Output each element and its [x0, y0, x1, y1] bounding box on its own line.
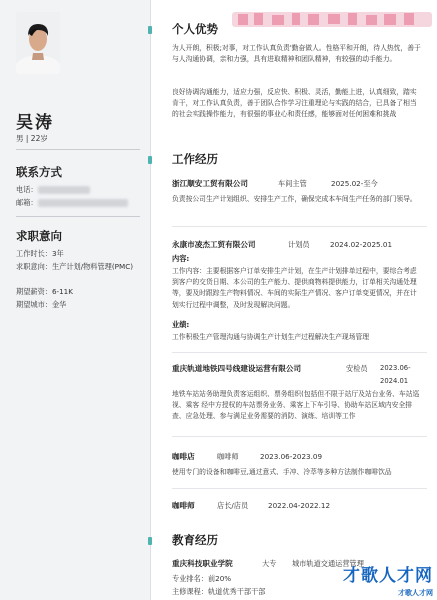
job-header — [172, 500, 195, 511]
phone-label: 电话： — [16, 185, 38, 194]
job-company: 咖啡店 — [172, 452, 195, 461]
job-separator — [172, 488, 427, 489]
job-header — [172, 239, 256, 250]
education-title: 教育经历 — [172, 533, 218, 547]
job-company: 浙江顺安工贸有限公司 — [172, 179, 248, 188]
job-header — [172, 363, 301, 374]
job-separator — [172, 226, 427, 227]
job-period: 2025.02-至今 — [331, 179, 378, 188]
intent-salary: 期望薪资：6-11K — [16, 287, 73, 296]
job-period: 2024.02-2025.01 — [330, 240, 393, 249]
job-header — [172, 451, 195, 462]
candidate-name: 吴涛 — [16, 113, 54, 133]
main-content — [150, 0, 437, 600]
job-content-label: 内容: — [172, 254, 190, 263]
job-company: 重庆轨道地铁四号线建设运营有限公司 — [172, 364, 302, 373]
job-header — [172, 178, 248, 189]
job-role: 计划员 — [288, 240, 310, 249]
job-role: 咖啡师 — [217, 452, 239, 461]
email-redacted — [38, 199, 128, 207]
avatar — [16, 12, 60, 74]
job-role: 安检员 — [346, 364, 368, 373]
job-separator — [172, 436, 427, 437]
sidebar-divider — [16, 149, 140, 150]
intent-city: 期望城市：金华 — [16, 300, 67, 309]
job-description: 工作内容：主要根据客户订单安排生产计划，在生产计划排单过程中，要综合考虑到客户的交货日期、本公司的生产能力、提供商物料提供能力，订单相关沟通处理等，要及时跟踪生产物料情况、车间的实际生产情况、客户订单变更情况，并在计划实行过程中调整，及时发现解决问题。 — [172, 267, 417, 309]
edu-header — [172, 558, 233, 569]
advantage-paragraph-1: 为人开朗，积极;对事，对工作认真负责'勤奋做人。性格平和开朗，待人热忱，善于与人沟通协调，亲和力强，具有进取精神和团队精神，有较强的动手能力。 — [172, 44, 421, 64]
phone-redacted — [38, 186, 90, 194]
job-result-label: 业绩: — [172, 320, 190, 329]
job-separator — [172, 352, 427, 353]
job-company: 咖啡师 — [172, 501, 195, 510]
edu-courses: 主修课程：轨道优秀干部干部 — [172, 587, 266, 596]
email-row — [16, 197, 144, 208]
redacted-header-icon — [232, 8, 432, 30]
intent-duration: 工作时长：3年 — [16, 249, 64, 258]
experience-title: 工作经历 — [172, 152, 218, 166]
sidebar-divider — [16, 216, 140, 217]
intent-position: 求职意向：生产计划/物料管理(PMC) — [16, 262, 134, 271]
job-period: 2023.06-2024.01 — [380, 364, 411, 385]
advantage-title: 个人优势 — [172, 22, 218, 36]
job-description: 使用专门的设备和咖啡豆,通过意式、手冲、冷萃等多种方法制作咖啡饮品 — [172, 468, 392, 476]
job-company: 永康市凌杰工贸有限公司 — [172, 240, 256, 249]
job-role: 店长/店员 — [217, 501, 249, 510]
timeline-line — [150, 0, 151, 600]
section-marker — [148, 156, 152, 164]
job-period: 2023.06-2023.09 — [260, 452, 323, 461]
edu-major: 城市轨道交通运营管理 — [292, 559, 364, 568]
sidebar — [0, 0, 150, 600]
phone-row — [16, 184, 144, 195]
job-description: 地铁车站站务助理负责客运组织、票务组织(包括但不限于站厅及站台业务、车站巡视、乘客 经中方授权的车站票务业务、乘客上下车引导、协助车站区域内安全排查、应急处理、参与满足业务需要的消防、演练、培训等工作 — [172, 390, 420, 421]
intent-title: 求职意向 — [16, 229, 62, 243]
email-label: 邮箱： — [16, 198, 38, 207]
gender-age: 男 | 22岁 — [16, 134, 48, 143]
edu-rank: 专业排名：前20% — [172, 574, 232, 583]
edu-degree: 大专 — [262, 559, 277, 568]
job-role: 车间主管 — [278, 179, 307, 188]
edu-school: 重庆科技职业学院 — [172, 559, 233, 568]
job-description: 负责按公司生产计划组织、安排生产工作，确保完成本车间生产任务的部门领导。 — [172, 195, 417, 203]
profile-photo-icon — [16, 12, 60, 74]
advantage-paragraph-2: 良好协调沟通能力，适应力强，反应快、积极、灵活，勤能上进，认真细致，踏实肯干，对工作认真负责，善于团队合作学习注重理论与实践的结合，已具备了相当的社会实践操作能力，有很强的事业心和责任感，能够面对任何困难和挑战 — [172, 88, 417, 119]
job-result: 工作积极生产管理沟通与协调生产计划生产过程解决生产现场管理 — [172, 333, 370, 341]
contact-title: 联系方式 — [16, 165, 62, 179]
site-watermark: 才歌人才网 — [343, 566, 433, 586]
section-marker — [148, 537, 152, 545]
job-period: 2022.04-2022.12 — [268, 501, 331, 510]
section-marker — [148, 26, 152, 34]
site-watermark-sub: 才歌人才网 — [398, 589, 433, 597]
